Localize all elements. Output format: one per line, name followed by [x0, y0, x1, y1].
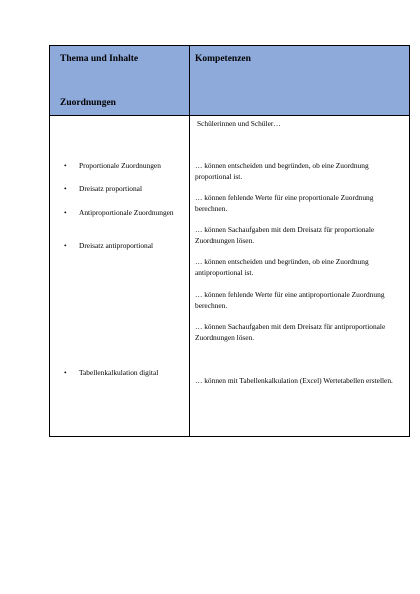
topic-item: Tabellenkalkulation digital — [79, 368, 159, 377]
topic-item: Proportionale Zuordnungen — [79, 161, 161, 170]
bullet-icon: • — [64, 184, 67, 193]
competency-item: … können fehlende Werte für eine proportionale Zuordnung berechnen. — [195, 193, 374, 213]
competency-item: … können Sachaufgaben mit dem Dreisatz für antiproportionale Zuordnungen lösen. — [195, 322, 386, 342]
bullet-icon: • — [64, 161, 67, 170]
header-topics-title: Thema und Inhalte — [60, 54, 139, 64]
competency-item: … können fehlende Werte für eine antiproportionale Zuordnung berechnen. — [195, 290, 385, 310]
topic-item: Dreisatz antiproportional — [79, 241, 154, 250]
bullet-icon: • — [64, 368, 67, 377]
competency-item: … können Sachaufgaben mit dem Dreisatz für proportionale Zuordnungen lösen. — [195, 225, 375, 245]
header-competencies-title: Kompetenzen — [195, 54, 251, 64]
header-topics-subtitle: Zuordnungen — [60, 98, 116, 108]
column-divider — [189, 115, 190, 436]
table-header — [50, 46, 409, 116]
competency-item: … können mit Tabellenkalkulation (Excel) Wertetabellen erstellen. — [195, 376, 393, 385]
intro-text: Schülerinnen und Schüler… — [197, 119, 281, 128]
header-cell-topics — [50, 46, 190, 115]
bullet-icon: • — [64, 208, 67, 217]
bullet-icon: • — [64, 241, 67, 250]
curriculum-table — [49, 45, 410, 437]
topic-item: Dreisatz proportional — [79, 184, 143, 193]
header-cell-competencies — [190, 46, 409, 115]
topic-item: Antiproportionale Zuordnungen — [79, 208, 174, 217]
competency-item: … können entscheiden und begründen, ob eine Zuordnung proportional ist. — [195, 161, 369, 181]
competency-item: … können entscheiden und begründen, ob eine Zuordnung antiproportional ist. — [195, 257, 369, 277]
